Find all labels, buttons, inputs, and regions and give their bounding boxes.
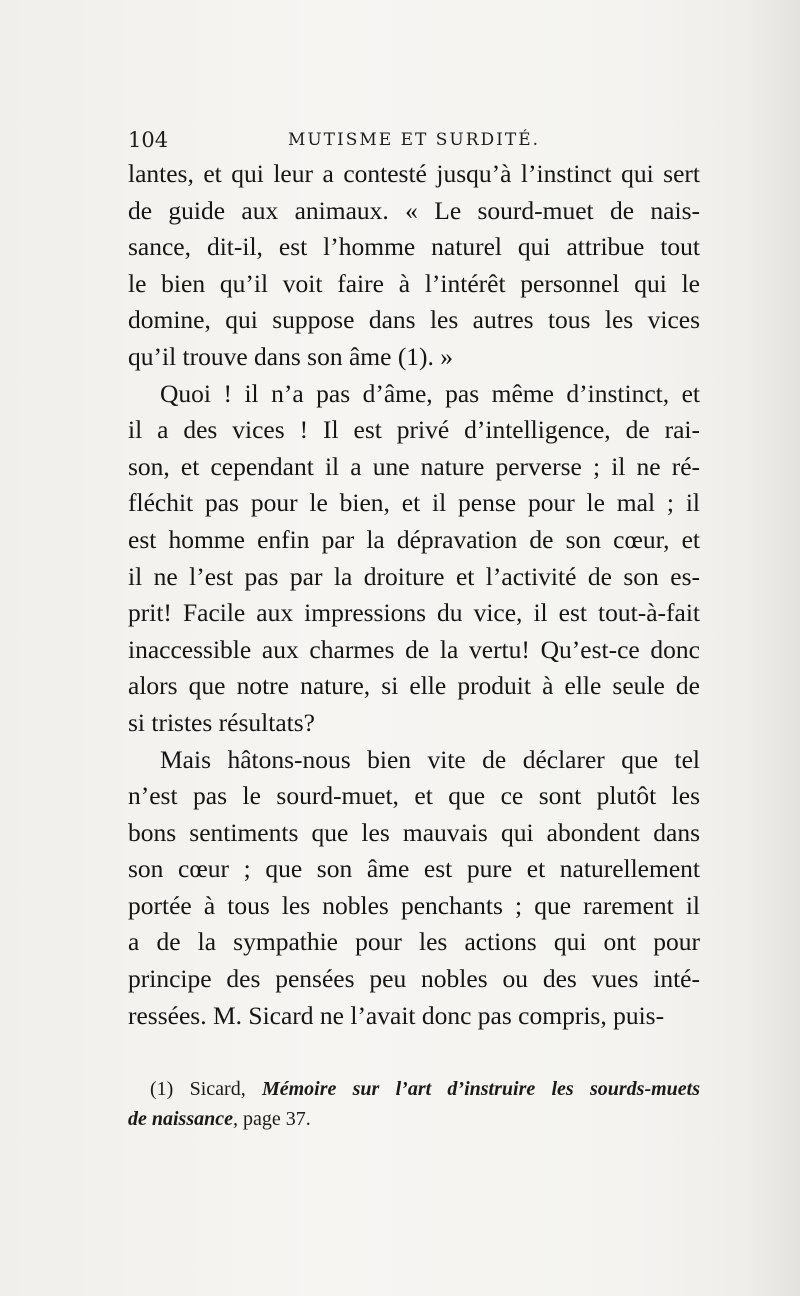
text-line: si tristes résultats? bbox=[128, 707, 315, 737]
footnote-page-ref: , page 37. bbox=[233, 1108, 311, 1130]
page-header bbox=[128, 124, 700, 160]
running-head: MUTISME ET SURDITÉ. bbox=[287, 130, 541, 150]
text-line: il a des vices ! Il est privé d’intelligence, de rai- bbox=[128, 415, 700, 445]
text-line: son, et cependant il a une nature perverse ; il ne ré- bbox=[128, 451, 700, 481]
text-line: Mais hâtons-nous bien vite de déclarer que tel bbox=[160, 744, 700, 774]
text-line: prit! Facile aux impressions du vice, il est tout-à-fait bbox=[128, 598, 700, 628]
footnote-line-2 bbox=[128, 1104, 700, 1134]
text-line: n’est pas le sourd-muet, et que ce sont plutôt les bbox=[128, 781, 700, 811]
text-line: il ne l’est pas par la droiture et l’activité de son es- bbox=[128, 561, 700, 591]
text-line: est homme enfin par la dépravation de son cœur, et bbox=[128, 524, 700, 554]
text-line: ressées. M. Sicard ne l’avait donc pas compris, puis- bbox=[128, 1000, 665, 1030]
footnote-author: Sicard, bbox=[189, 1078, 246, 1100]
text-line: qu’il trouve dans son âme (1). » bbox=[128, 341, 454, 371]
text-line: son cœur ; que son âme est pure et naturellement bbox=[128, 854, 700, 884]
footnote-line-1 bbox=[128, 1074, 700, 1104]
footnote-marker: (1) bbox=[150, 1078, 174, 1100]
footnote-title-part1: Mémoire sur l’art d’instruire les sourds-muets bbox=[261, 1078, 700, 1100]
page-number: 104 bbox=[128, 128, 169, 152]
text-line: principe des pensées peu nobles ou des vues inté- bbox=[128, 964, 700, 994]
text-line: fléchit pas pour le bien, et il pense pour le mal ; il bbox=[128, 488, 700, 518]
footnote bbox=[128, 1074, 700, 1134]
text-line: domine, qui suppose dans les autres tous les vices bbox=[128, 305, 700, 335]
body-text bbox=[128, 156, 700, 1034]
text-line: a de la sympathie pour les actions qui ont pour bbox=[128, 927, 700, 957]
paragraph bbox=[128, 156, 700, 376]
text-line: de guide aux animaux. « Le sourd-muet de nais- bbox=[128, 195, 700, 225]
paragraph bbox=[128, 742, 700, 1035]
page-edge-shadow bbox=[740, 0, 800, 1296]
text-line: inaccessible aux charmes de la vertu! Qu’est-ce donc bbox=[128, 634, 700, 664]
text-line: sance, dit-il, est l’homme naturel qui attribue tout bbox=[128, 232, 700, 262]
text-line: le bien qu’il voit faire à l’intérêt personnel qui le bbox=[128, 268, 700, 298]
text-line: bons sentiments que les mauvais qui abondent dans bbox=[128, 817, 700, 847]
text-line: alors que notre nature, si elle produit à elle seule de bbox=[128, 671, 700, 701]
text-line: lantes, et qui leur a contesté jusqu’à l’instinct qui sert bbox=[128, 159, 700, 188]
text-line: portée à tous les nobles penchants ; que rarement il bbox=[128, 890, 700, 920]
footnote-title-part2: de naissance bbox=[128, 1108, 233, 1130]
text-line: Quoi ! il n’a pas d’âme, pas même d’instinct, et bbox=[160, 378, 700, 408]
paragraph bbox=[128, 376, 700, 742]
